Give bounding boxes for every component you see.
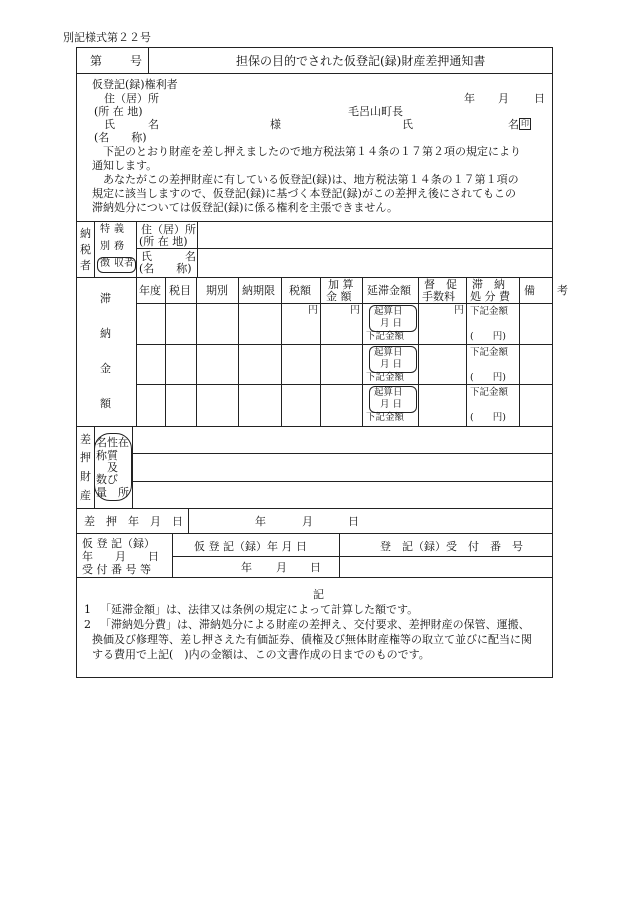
seizure-date-label: 差 押 年 月 日 (84, 515, 183, 528)
holder-label: 仮登記(録)権利者 (92, 78, 178, 91)
col-disposition-2: 処 分 費 (470, 290, 510, 303)
below-amount-late-3: 下記金額 (366, 412, 405, 423)
obligor-label-3: 収 (114, 258, 124, 269)
col-surcharge-1: 加 算 (328, 278, 354, 291)
arrears-side-4: 額 (100, 397, 111, 410)
prop-name-2: 称 (96, 449, 107, 462)
below-amount-late-2: 下記金額 (366, 372, 405, 383)
prov-label-1: 仮 登 記（録） (82, 537, 155, 550)
prop-location-1: 在 (118, 436, 129, 449)
yen-dunning: 円 (454, 305, 464, 316)
taxpayer-side-1: 納 (80, 227, 91, 240)
prop-qty-2: 量 (96, 486, 107, 499)
col-tax-item: 税目 (169, 284, 191, 297)
below-amount-disp-1: 下記金額 (470, 306, 509, 317)
body-line-3: あなたがこの差押財産に有している仮登記(録)は、地方税法第１４条の１７第１項の (92, 173, 519, 186)
prop-location-2: 所 (118, 486, 129, 499)
document-title: 担保の目的でされた仮登記(録)財産差押通知書 (236, 54, 486, 68)
yen-surcharge: 円 (350, 305, 360, 316)
prop-and: 及 (107, 461, 118, 474)
prop-bi: び (107, 473, 118, 486)
prop-nature-2: 質 (107, 449, 118, 462)
prop-name-1: 名 (96, 436, 107, 449)
note-2-number: 2 (84, 618, 91, 631)
notice-day: 日 (534, 92, 545, 105)
special-label-1: 特 (100, 224, 110, 235)
below-amount-late-1: 下記金額 (366, 331, 405, 342)
prov-year: 年 (241, 561, 252, 574)
taxpayer-side-3: 者 (80, 259, 91, 272)
note-1-number: 1 (84, 603, 91, 616)
special-label-2: 別 (100, 241, 110, 252)
prov-month: 月 (276, 561, 287, 574)
seized-side-2: 押 (80, 451, 91, 464)
seizure-year: 年 (255, 515, 266, 528)
arrears-side-3: 金 (100, 362, 111, 375)
seized-side-4: 産 (80, 489, 91, 502)
col-remarks: 備 考 (524, 284, 568, 297)
prop-qty-1: 数 (96, 473, 107, 486)
notes-heading: 記 (313, 588, 324, 601)
holder-address-label: 住（居）所 (104, 92, 159, 105)
body-line-5: 滞納処分については仮登記(録)に係る権利を主張できません。 (92, 201, 399, 214)
taxpayer-name-label: 氏 名 (141, 250, 196, 263)
sama-label: 様 (270, 118, 281, 131)
body-line-2: 通知します。 (92, 159, 158, 172)
body-line-1: 下記のとおり財産を差し押えましたので地方税法第１４条の１７第２項の規定により (92, 145, 521, 158)
col-dunning-1: 督 促 (424, 278, 457, 291)
col-surcharge-2: 金 額 (326, 290, 352, 303)
special-label-3: 徴 (100, 258, 110, 269)
start-date-label-2: 起算日 (374, 347, 403, 358)
prov-label-3: 受 付 番 号 等 (82, 563, 151, 576)
note-2-line-3: する費用で上記( )内の金額は、この文書作成の日までのものです。 (92, 648, 430, 661)
paren-yen-2: ( 円) (470, 372, 506, 383)
notice-year: 年 (464, 92, 475, 105)
prov-label-2: 年 月 日 (82, 550, 159, 563)
seized-side-1: 差 (80, 433, 91, 446)
note-2-line-2: 換価及び修理等、差し押さえた有価証券、債権及び無体財産権等の取立て並びに配当に関 (92, 633, 532, 646)
col-period: 期別 (206, 284, 228, 297)
issuer-name-label-2: 名 (508, 118, 519, 131)
seized-side-3: 財 (80, 470, 91, 483)
property-bracket (94, 433, 132, 501)
taxpayer-bracket (97, 257, 136, 273)
month-day-label-2: 月 日 (380, 359, 403, 370)
prop-nature-1: 性 (107, 436, 118, 449)
note-1-text: 「延滞金額」は、法律又は条例の規定によって計算した額です。 (100, 603, 419, 616)
obligor-label-1: 義 (114, 224, 124, 235)
seal-mark: 印 (521, 119, 529, 128)
taxpayer-location-label: (所 在 地) (139, 235, 188, 248)
note-2-line-1: 「滞納処分費」は、滞納処分による財産の差押え、交付要求、差押財産の保管、運搬、 (100, 618, 530, 631)
form-number: 別記様式第２２号 (63, 31, 151, 44)
prov-receipt-header: 登 記（録）受 付 番 号 (380, 540, 523, 553)
taxpayer-address-label: 住（居）所 (141, 223, 196, 236)
obligor-label-4: 者 (124, 258, 134, 269)
number-prefix: 第 (90, 54, 103, 68)
arrears-side-1: 滞 (100, 292, 111, 305)
arrears-side-2: 納 (100, 327, 111, 340)
holder-name-alt-label: (名 称) (94, 131, 147, 144)
taxpayer-name-alt-label: (名 称) (139, 262, 192, 275)
prov-date-header: 仮 登 記（録）年 月 日 (194, 540, 307, 553)
holder-name-label: 氏 名 (104, 118, 159, 131)
seizure-day: 日 (348, 515, 359, 528)
obligor-label-2: 務 (114, 241, 124, 252)
number-suffix: 号 (130, 54, 143, 68)
month-day-label-3: 月 日 (380, 399, 403, 410)
issuer-name-label: 氏 (402, 118, 413, 131)
month-day-label-1: 月 日 (380, 318, 403, 329)
issuer-title: 毛呂山町長 (348, 105, 403, 118)
below-amount-disp-2: 下記金額 (470, 347, 509, 358)
col-disposition-1: 滞 納 (472, 278, 505, 291)
col-late-fee: 延滞金額 (367, 284, 411, 297)
col-due-date: 納期限 (242, 284, 275, 297)
col-fiscal-year: 年度 (139, 284, 161, 297)
start-date-label-3: 起算日 (374, 387, 403, 398)
body-line-4: 規定に該当しますので、仮登記(録)に基づく本登記(録)がこの差押え後にされてもこの (92, 187, 516, 200)
start-date-label-1: 起算日 (374, 306, 403, 317)
notice-month: 月 (498, 92, 509, 105)
yen-tax: 円 (308, 305, 318, 316)
col-dunning-2: 手数料 (422, 290, 455, 303)
holder-location-label: (所 在 地) (94, 105, 143, 118)
seizure-month: 月 (302, 515, 313, 528)
below-amount-disp-3: 下記金額 (470, 387, 509, 398)
paren-yen-1: ( 円) (470, 331, 506, 342)
paren-yen-3: ( 円) (470, 412, 506, 423)
prov-day: 日 (310, 561, 321, 574)
col-tax-amount: 税額 (289, 284, 311, 297)
taxpayer-side-2: 税 (80, 243, 91, 256)
